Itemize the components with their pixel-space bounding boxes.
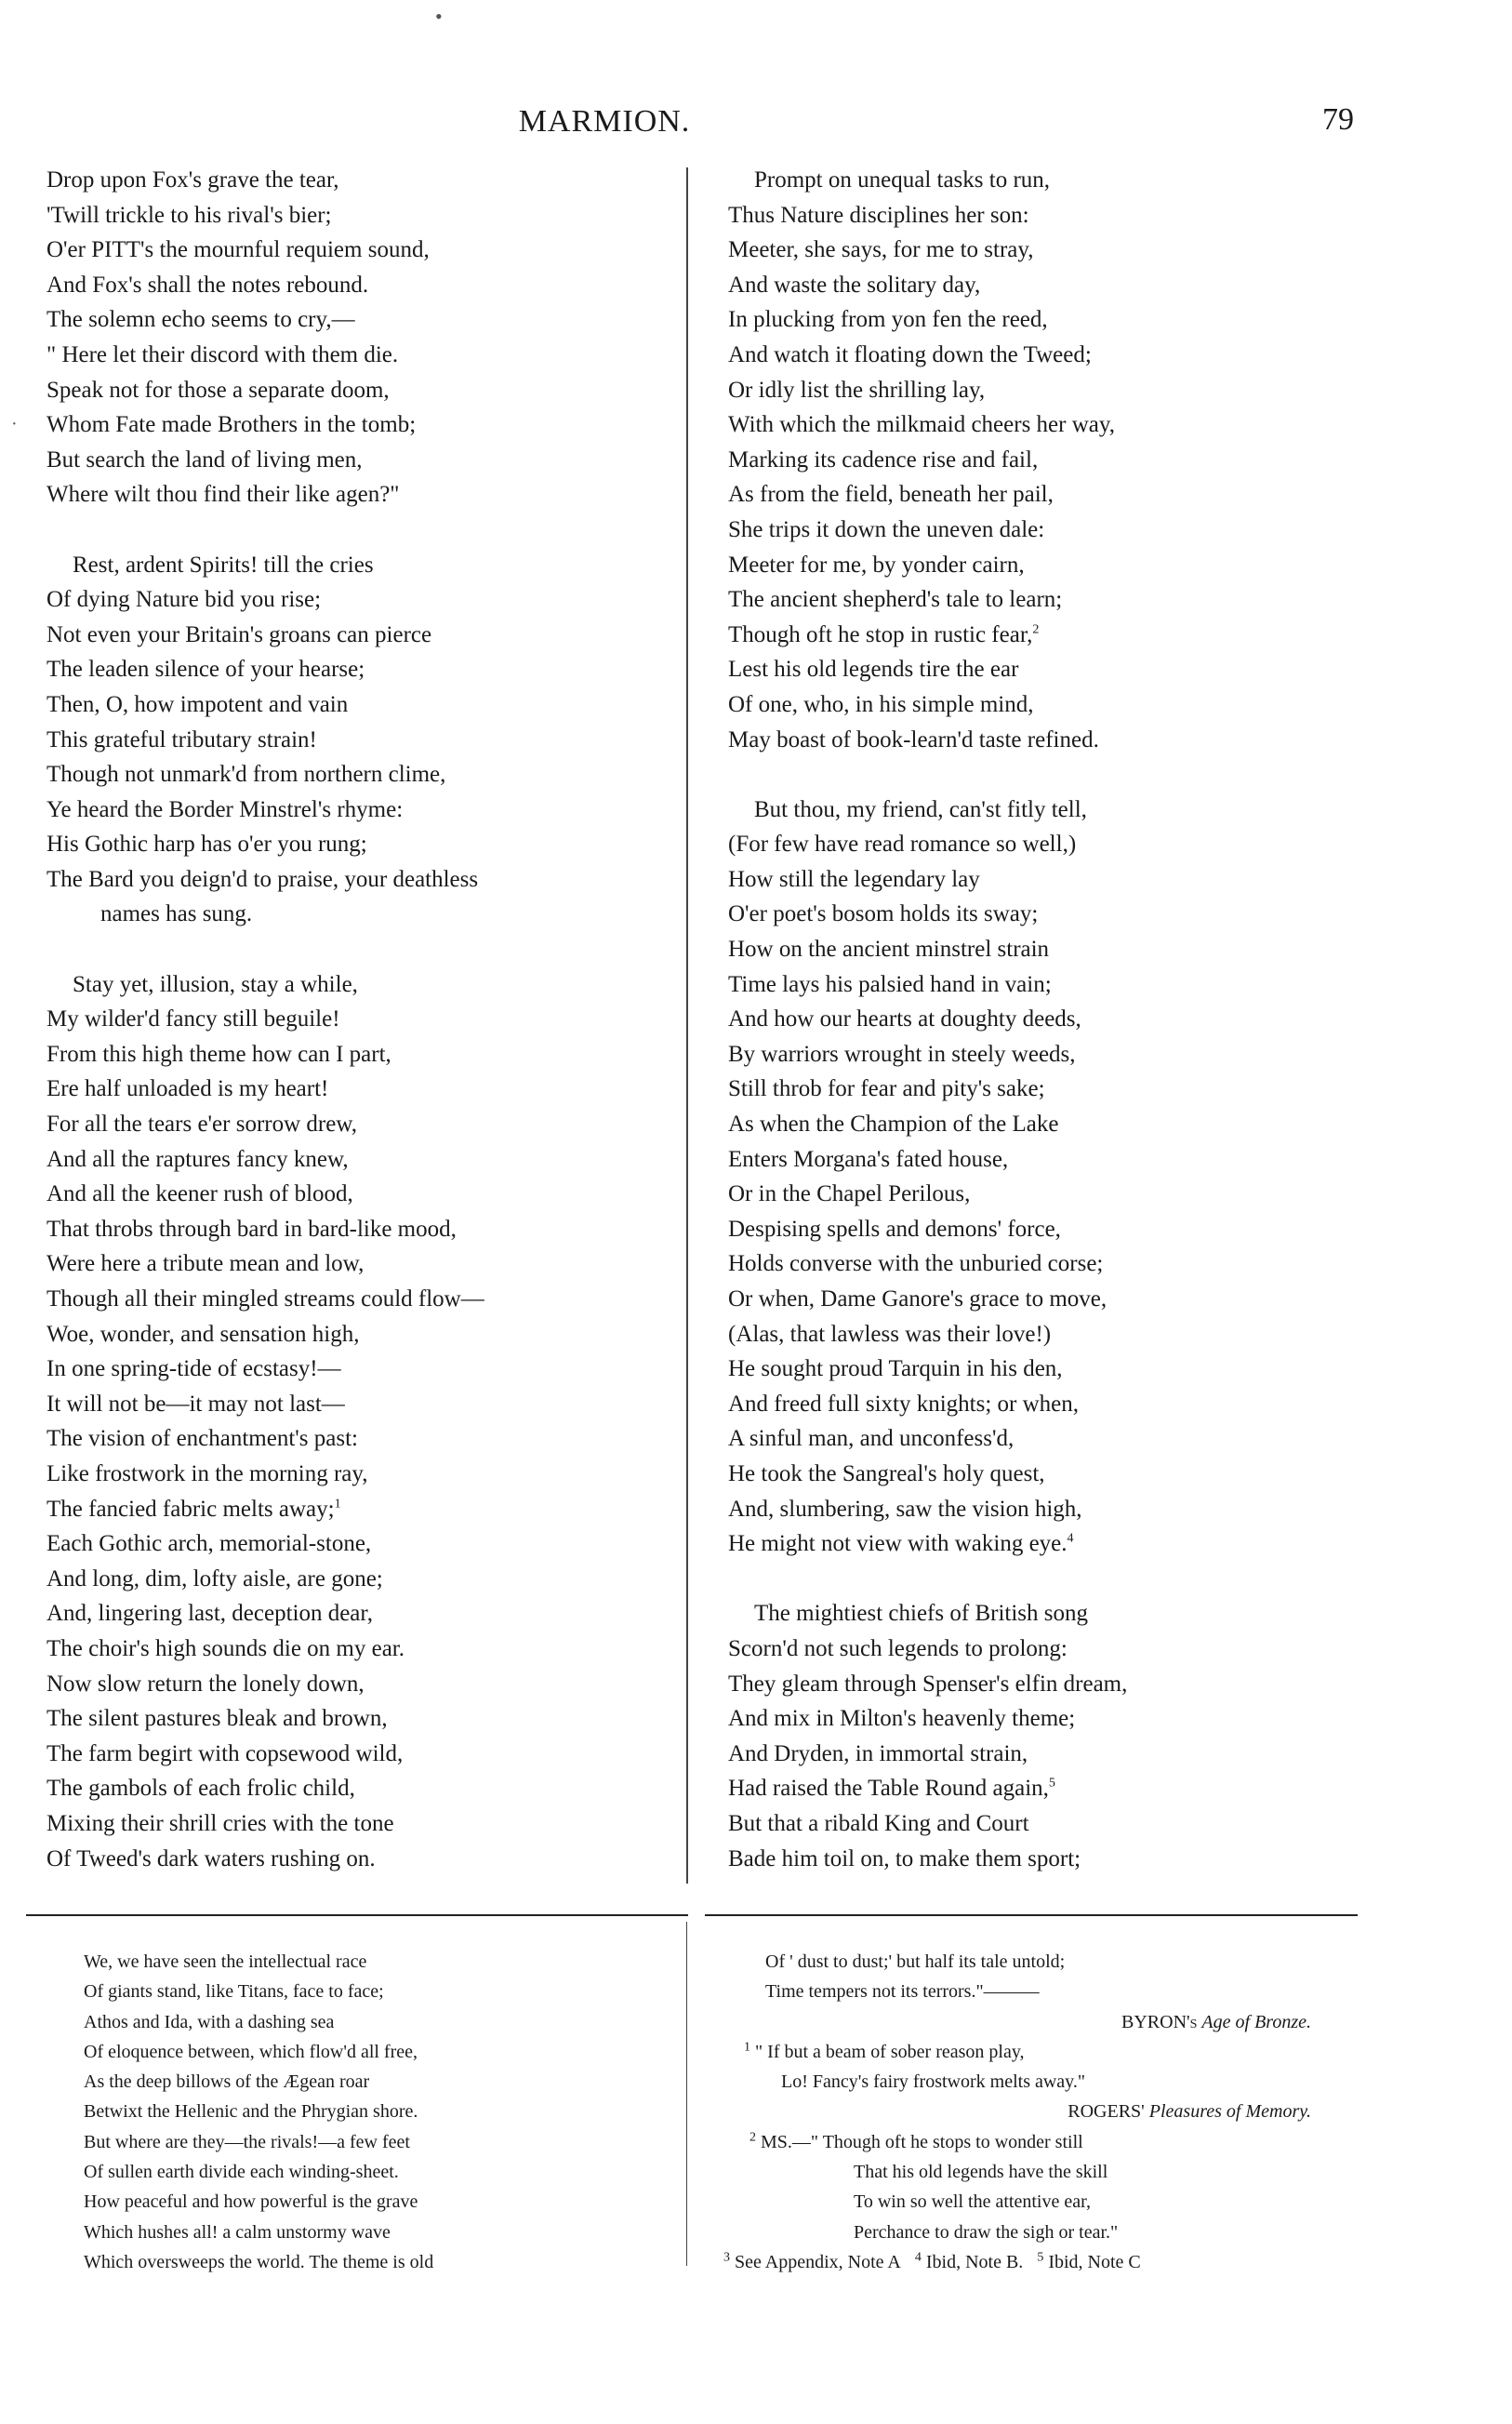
verse-line: From this high theme how can I part, bbox=[46, 1041, 391, 1067]
footnote-number: 4 bbox=[914, 2250, 922, 2265]
verse-line: Mixing their shrill cries with the tone bbox=[46, 1810, 394, 1836]
top-mark: • bbox=[435, 5, 443, 28]
verse-line: (For few have read romance so well,) bbox=[728, 832, 1077, 858]
footnote-line: We, we have seen the intellectual race bbox=[84, 1951, 367, 1972]
verse-line: And, lingering last, deception dear, bbox=[46, 1601, 373, 1627]
verse-line: Enters Morgana's fated house, bbox=[728, 1146, 1009, 1172]
verse-line: The mightiest chiefs of British song bbox=[754, 1601, 1088, 1627]
footnote-line-refs bbox=[723, 2247, 1311, 2277]
verse-line: It will not be—it may not last— bbox=[46, 1391, 345, 1417]
verse-line: Like frostwork in the morning ray, bbox=[46, 1460, 368, 1486]
verse-line: Now slow return the lonely down, bbox=[46, 1671, 365, 1697]
footnote-line: To win so well the attentive ear, bbox=[854, 2191, 1091, 2213]
verse-line: A sinful man, and unconfess'd, bbox=[728, 1426, 1015, 1452]
verse-line: Of dying Nature bid you rise; bbox=[46, 587, 322, 613]
verse-line: With which the milkmaid cheers her way, bbox=[728, 412, 1115, 438]
footnote-ref[interactable]: 1 bbox=[334, 1497, 341, 1512]
verse-line: O'er poet's bosom holds its sway; bbox=[728, 901, 1039, 927]
verse-line: Each Gothic arch, memorial-stone, bbox=[46, 1531, 372, 1557]
margin-dot: · bbox=[11, 414, 18, 434]
verse-line: And mix in Milton's heavenly theme; bbox=[728, 1706, 1076, 1732]
verse-line: And all the raptures fancy knew, bbox=[46, 1146, 349, 1172]
footnote-ref[interactable]: 4 bbox=[1067, 1531, 1074, 1546]
footnote-ref[interactable]: 5 bbox=[1048, 1776, 1055, 1791]
verse-line: The ancient shepherd's tale to learn; bbox=[728, 587, 1063, 613]
footnote-line: Lo! Fancy's fairy frostwork melts away." bbox=[781, 2071, 1086, 2093]
verse-line: And all the keener rush of blood, bbox=[46, 1181, 353, 1207]
verse-line: And Fox's shall the notes rebound. bbox=[46, 272, 369, 298]
verse-line: But search the land of living men, bbox=[46, 446, 363, 473]
left-stanza-3 bbox=[46, 967, 484, 1876]
footnote-line: But where are they—the rivals!—a few feet bbox=[84, 2131, 410, 2152]
verse-line: Where wilt thou find their like agen?" bbox=[46, 482, 400, 508]
footnote-rule-left bbox=[26, 1914, 688, 1916]
verse-line: As from the field, beneath her pail, bbox=[728, 482, 1054, 508]
footnote-number: 3 bbox=[723, 2250, 730, 2265]
verse-text: He might not view with waking eye. bbox=[728, 1531, 1068, 1557]
verse-line: How still the legendary lay bbox=[728, 866, 980, 892]
verse-line: They gleam through Spenser's elfin dream, bbox=[728, 1671, 1128, 1697]
verse-line: His Gothic harp has o'er you rung; bbox=[46, 832, 367, 858]
verse-text: Had raised the Table Round again, bbox=[728, 1776, 1049, 1802]
column-divider bbox=[686, 167, 688, 1884]
footnote-line: As the deep billows of the Ægean roar bbox=[84, 2071, 370, 2093]
verse-line: The solemn echo seems to cry,— bbox=[46, 307, 355, 333]
footnote-line bbox=[723, 2127, 1311, 2157]
verse-line: Despising spells and demons' force, bbox=[728, 1216, 1061, 1242]
footnote-line: Betwixt the Hellenic and the Phrygian shore. bbox=[84, 2101, 418, 2123]
left-column bbox=[46, 163, 484, 1876]
verse-line: Not even your Britain's groans can pierce bbox=[46, 621, 432, 647]
verse-line-with-note bbox=[46, 1492, 484, 1527]
footnote-line: Perchance to draw the sigh or tear." bbox=[854, 2221, 1119, 2243]
footnote-number: 1 bbox=[744, 2040, 750, 2055]
verse-line: Woe, wonder, and sensation high, bbox=[46, 1321, 360, 1347]
verse-line: But that a ribald King and Court bbox=[728, 1810, 1029, 1836]
verse-line: O'er PITT's the mournful requiem sound, bbox=[46, 237, 430, 263]
verse-line: Scorn'd not such legends to prolong: bbox=[728, 1635, 1068, 1661]
verse-line: The Bard you deign'd to praise, your deathless bbox=[46, 866, 479, 892]
verse-line: He took the Sangreal's holy quest, bbox=[728, 1460, 1045, 1486]
verse-line: Time lays his palsied hand in vain; bbox=[728, 971, 1052, 997]
verse-line: Ye heard the Border Minstrel's rhyme: bbox=[46, 796, 404, 822]
verse-line: May boast of book-learn'd taste refined. bbox=[728, 726, 1099, 753]
footnote-line: Of ' dust to dust;' but half its tale untold; bbox=[765, 1951, 1066, 1972]
page-number: 79 bbox=[1322, 102, 1354, 137]
verse-line: Prompt on unequal tasks to run, bbox=[754, 167, 1051, 193]
footnote-line: Of eloquence between, which flow'd all free, bbox=[84, 2041, 418, 2062]
verse-line: By warriors wrought in steely weeds, bbox=[728, 1041, 1076, 1067]
credit-work: Pleasures of Memory. bbox=[1148, 2101, 1311, 2123]
footnote-rule-right bbox=[705, 1914, 1358, 1916]
footnote-line: Athos and Ida, with a dashing sea bbox=[84, 2011, 335, 2032]
footnote-line: Time tempers not its terrors."——— bbox=[765, 1981, 1040, 2003]
verse-line: Holds converse with the unburied corse; bbox=[728, 1251, 1104, 1277]
verse-line: Meeter for me, by yonder cairn, bbox=[728, 552, 1025, 578]
verse-line: The choir's high sounds die on my ear. bbox=[46, 1635, 405, 1661]
verse-line: Marking its cadence rise and fail, bbox=[728, 446, 1039, 473]
verse-line: 'Twill trickle to his rival's bier; bbox=[46, 202, 332, 228]
verse-line: Bade him toil on, to make them sport; bbox=[728, 1845, 1081, 1871]
verse-line: She trips it down the uneven dale: bbox=[728, 516, 1045, 542]
verse-line: Meeter, she says, for me to stray, bbox=[728, 237, 1034, 263]
verse-line: The silent pastures bleak and brown, bbox=[46, 1706, 388, 1732]
credit-work: Age of Bronze. bbox=[1201, 2011, 1311, 2032]
verse-line: Rest, ardent Spirits! till the cries bbox=[73, 552, 374, 578]
right-stanza-1 bbox=[728, 163, 1127, 757]
footnote-line: Which hushes all! a calm unstormy wave bbox=[84, 2221, 391, 2243]
verse-text: The fancied fabric melts away; bbox=[46, 1496, 335, 1522]
footnote-ref[interactable]: 2 bbox=[1032, 622, 1040, 637]
verse-line: The farm begirt with copsewood wild, bbox=[46, 1740, 404, 1766]
verse-line: " Here let their discord with them die. bbox=[46, 341, 399, 367]
footnote-divider bbox=[686, 1922, 687, 2266]
left-stanza-1 bbox=[46, 163, 484, 513]
verse-line: And waste the solitary day, bbox=[728, 272, 981, 298]
verse-line: And freed full sixty knights; or when, bbox=[728, 1391, 1080, 1417]
right-stanza-2 bbox=[728, 792, 1127, 1562]
verse-line: For all the tears e'er sorrow drew, bbox=[46, 1112, 358, 1138]
verse-line: Though not unmark'd from northern clime, bbox=[46, 762, 446, 788]
footnote-text: See Appendix, Note A bbox=[735, 2251, 901, 2272]
verse-line: And long, dim, lofty aisle, are gone; bbox=[46, 1565, 383, 1592]
footnotes-right bbox=[723, 1947, 1311, 2277]
footnote-number: 2 bbox=[749, 2130, 756, 2145]
footnote-line: Of sullen earth divide each winding-sheet. bbox=[84, 2162, 399, 2183]
left-stanza-2 bbox=[46, 548, 484, 933]
verse-line: In one spring-tide of ecstasy!— bbox=[46, 1356, 341, 1382]
credit-author: ROGERS' bbox=[1068, 2101, 1145, 2123]
verse-line: Still throb for fear and pity's sake; bbox=[728, 1076, 1045, 1102]
credit-author: BYRON's bbox=[1121, 2011, 1198, 2032]
verse-line: Or in the Chapel Perilous, bbox=[728, 1181, 971, 1207]
verse-line: Stay yet, illusion, stay a while, bbox=[73, 971, 358, 997]
verse-line: How on the ancient minstrel strain bbox=[728, 937, 1050, 963]
footnote-text: Ibid, Note B. bbox=[925, 2251, 1024, 2272]
verse-line: Ere half unloaded is my heart! bbox=[46, 1076, 329, 1102]
verse-line: And, slumbering, saw the vision high, bbox=[728, 1496, 1082, 1522]
verse-line: In plucking from yon fen the reed, bbox=[728, 307, 1048, 333]
verse-line: He sought proud Tarquin in his den, bbox=[728, 1356, 1063, 1382]
verse-line: Then, O, how impotent and vain bbox=[46, 691, 349, 717]
verse-line: The leaden silence of your hearse; bbox=[46, 657, 365, 683]
verse-line: This grateful tributary strain! bbox=[46, 726, 317, 753]
footnote-line bbox=[723, 2037, 1311, 2067]
running-title: MARMION. bbox=[518, 104, 691, 139]
verse-line: Lest his old legends tire the ear bbox=[728, 657, 1019, 683]
verse-line: Of Tweed's dark waters rushing on. bbox=[46, 1845, 376, 1871]
verse-line: And how our hearts at doughty deeds, bbox=[728, 1006, 1081, 1032]
right-column bbox=[728, 163, 1127, 1876]
footnote-text: " If but a beam of sober reason play, bbox=[755, 2041, 1025, 2062]
verse-line: Whom Fate made Brothers in the tomb; bbox=[46, 412, 417, 438]
footnote-line: Which oversweeps the world. The theme is old bbox=[84, 2251, 434, 2272]
verse-line: (Alas, that lawless was their love!) bbox=[728, 1321, 1052, 1347]
footnote-number: 5 bbox=[1037, 2250, 1044, 2265]
verse-line: That throbs through bard in bard-like mood, bbox=[46, 1216, 457, 1242]
verse-line-with-note bbox=[728, 618, 1127, 653]
verse-line: Of one, who, in his simple mind, bbox=[728, 691, 1034, 717]
verse-line: The vision of enchantment's past: bbox=[46, 1426, 358, 1452]
footnote-text: Ibid, Note C bbox=[1048, 2251, 1141, 2272]
footnote-line: That his old legends have the skill bbox=[854, 2162, 1108, 2183]
footnote-line: How peaceful and how powerful is the grave bbox=[84, 2191, 418, 2213]
verse-line: Or idly list the shrilling lay, bbox=[728, 377, 986, 403]
verse-line-with-note bbox=[728, 1771, 1127, 1806]
verse-line: My wilder'd fancy still beguile! bbox=[46, 1006, 340, 1032]
verse-line: Thus Nature disciplines her son: bbox=[728, 202, 1029, 228]
verse-line: Were here a tribute mean and low, bbox=[46, 1251, 365, 1277]
footnote-credit bbox=[723, 2007, 1311, 2037]
verse-line: Though all their mingled streams could flow— bbox=[46, 1286, 484, 1312]
verse-line-continued: names has sung. bbox=[100, 901, 253, 927]
verse-line: But thou, my friend, can'st fitly tell, bbox=[754, 796, 1087, 822]
verse-line: Speak not for those a separate doom, bbox=[46, 377, 390, 403]
verse-line-with-note bbox=[728, 1526, 1127, 1562]
footnote-line: Of giants stand, like Titans, face to face; bbox=[84, 1981, 384, 2003]
footnote-text: MS.—" Though oft he stops to wonder still bbox=[761, 2131, 1083, 2152]
verse-line: And watch it floating down the Tweed; bbox=[728, 341, 1092, 367]
verse-text: Though oft he stop in rustic fear, bbox=[728, 621, 1033, 647]
verse-line: And Dryden, in immortal strain, bbox=[728, 1740, 1028, 1766]
verse-line: The gambols of each frolic child, bbox=[46, 1776, 355, 1802]
verse-line: Or when, Dame Ganore's grace to move, bbox=[728, 1286, 1107, 1312]
verse-line: As when the Champion of the Lake bbox=[728, 1112, 1059, 1138]
verse-line: Drop upon Fox's grave the tear, bbox=[46, 167, 339, 193]
footnote-credit bbox=[723, 2097, 1311, 2126]
footnotes-left bbox=[84, 1947, 433, 2277]
right-stanza-3 bbox=[728, 1596, 1127, 1876]
